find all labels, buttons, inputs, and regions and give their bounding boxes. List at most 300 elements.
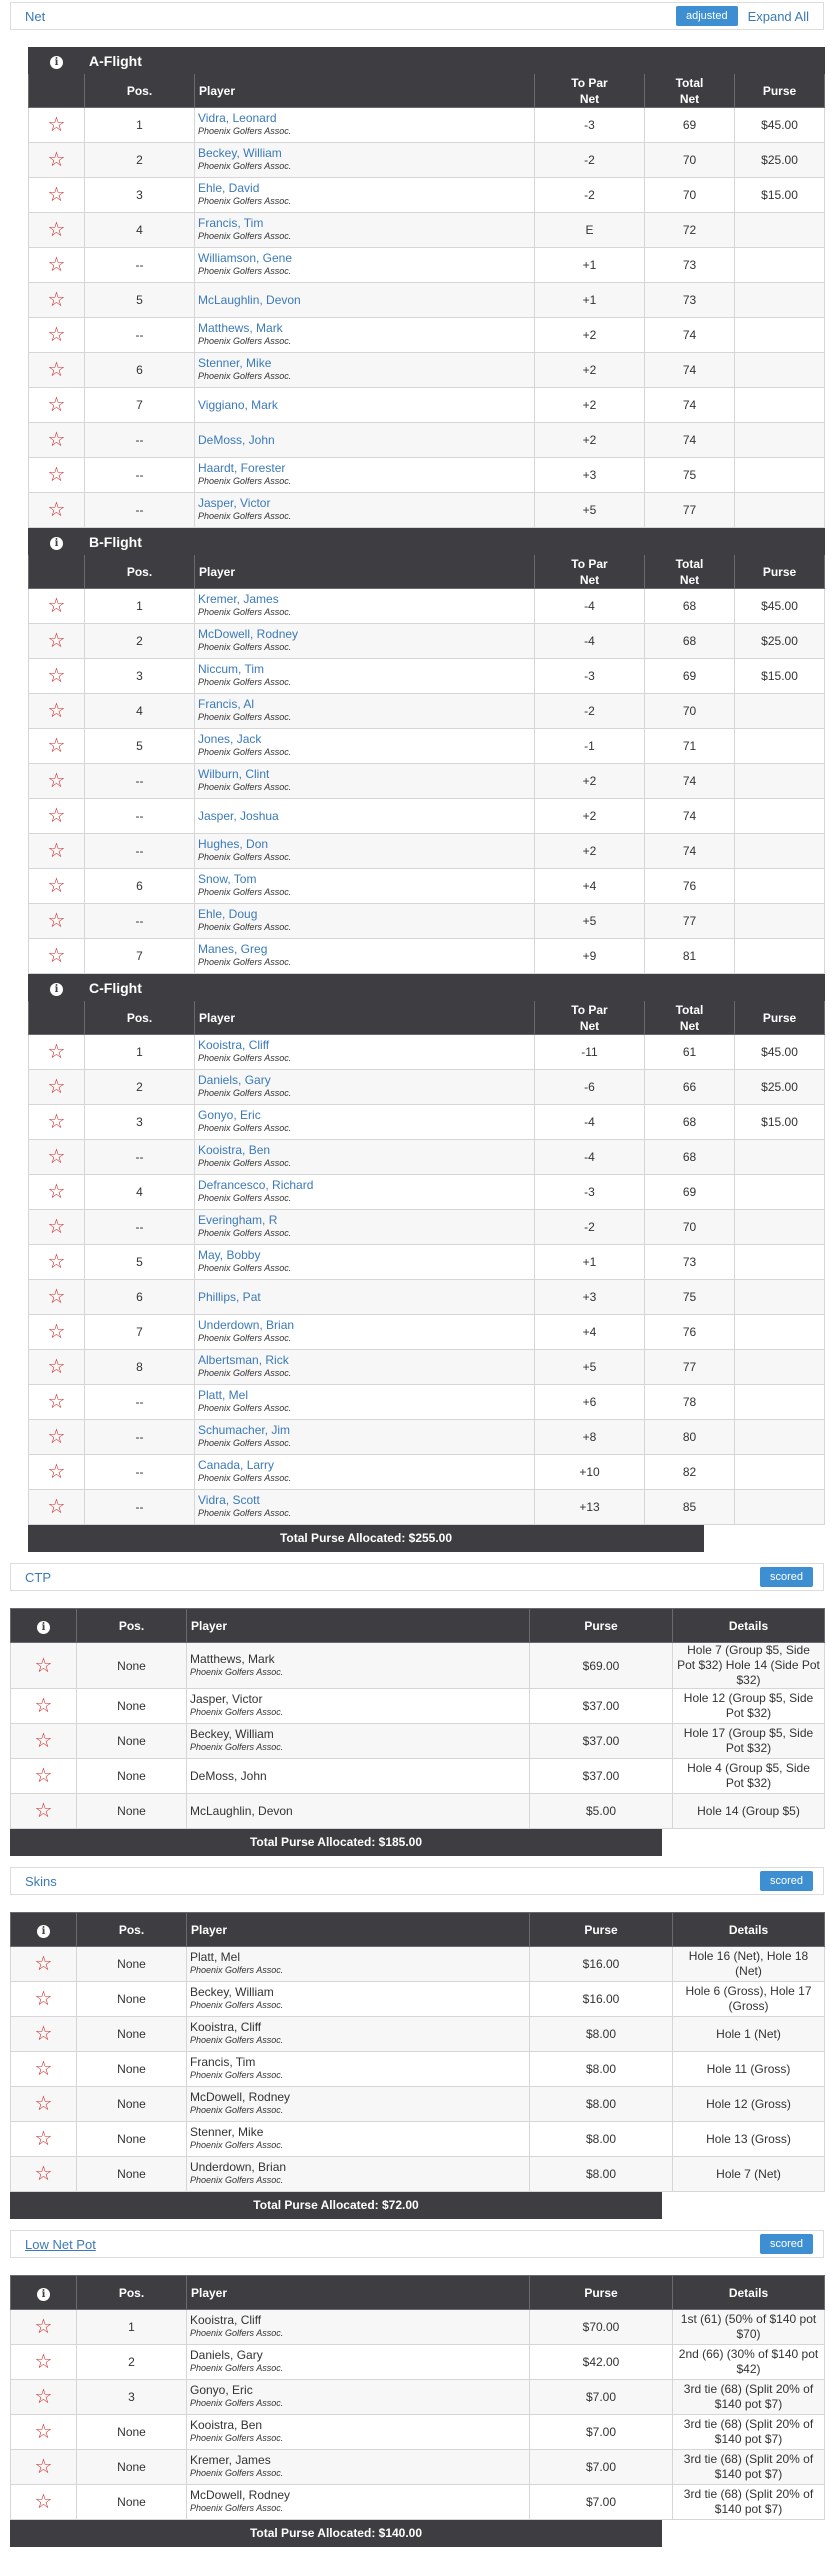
player-cell: [195, 729, 535, 764]
pos-column-header: Pos.: [85, 1001, 195, 1035]
player-name-link[interactable]: Wilburn, Clint: [198, 767, 270, 781]
position-cell: 6: [85, 353, 195, 388]
table-row: [29, 108, 825, 143]
star-outline-icon[interactable]: ☆: [47, 289, 66, 311]
favorite-cell[interactable]: [29, 423, 85, 458]
star-outline-icon[interactable]: ☆: [47, 1076, 66, 1098]
star-outline-icon[interactable]: ☆: [47, 394, 66, 416]
favorite-cell[interactable]: [29, 458, 85, 493]
position-cell: 2: [85, 1070, 195, 1105]
table-row: [11, 1689, 825, 1724]
player-column-header: Player: [195, 74, 535, 108]
total-net-cell: 76: [645, 1315, 735, 1350]
to-par-cell: +13: [535, 1490, 645, 1525]
favorite-cell[interactable]: [11, 2122, 77, 2157]
pos-column-header: Pos.: [85, 74, 195, 108]
to-par-cell: E: [535, 213, 645, 248]
details-cell: Hole 6 (Gross), Hole 17 (Gross): [673, 1982, 825, 2017]
favorite-cell[interactable]: [11, 2450, 77, 2485]
favorite-cell[interactable]: [29, 108, 85, 143]
player-name: Matthews, Mark: [190, 1651, 275, 1666]
favorite-cell[interactable]: [29, 799, 85, 834]
star-outline-icon[interactable]: ☆: [47, 499, 66, 521]
favorite-cell[interactable]: [29, 834, 85, 869]
player-name-link[interactable]: Ehle, David: [198, 181, 260, 195]
favorite-cell[interactable]: [11, 1689, 77, 1724]
player-name-link[interactable]: Francis, Tim: [198, 216, 264, 230]
purse-cell: [735, 904, 825, 939]
player-name-link[interactable]: Kooistra, Cliff: [198, 1038, 270, 1052]
player-cell: [195, 108, 535, 143]
net-section-title[interactable]: Net: [25, 8, 46, 24]
favorite-cell[interactable]: [11, 2157, 77, 2192]
star-outline-icon[interactable]: ☆: [47, 1391, 66, 1413]
table-row: [29, 939, 825, 974]
side-game-bar[interactable]: [10, 1563, 824, 1591]
player-name-link[interactable]: Haardt, Forester: [198, 461, 286, 475]
details-column-header: Details: [673, 2276, 825, 2310]
table-row: [29, 248, 825, 283]
player-cell: [195, 423, 535, 458]
favorite-cell[interactable]: [29, 353, 85, 388]
favorite-cell[interactable]: [11, 2380, 77, 2415]
star-outline-icon[interactable]: ☆: [47, 910, 66, 932]
player-name-link[interactable]: Snow, Tom: [198, 872, 257, 886]
star-outline-icon[interactable]: ☆: [34, 2491, 53, 2513]
total-header-line2: Net: [679, 572, 700, 587]
to-par-cell: +3: [535, 1280, 645, 1315]
player-association: Phoenix Golfers Assoc.: [198, 1088, 292, 1098]
player-name-link[interactable]: Jones, Jack: [198, 732, 262, 746]
position-cell: None: [77, 2087, 187, 2122]
player-association: Phoenix Golfers Assoc.: [190, 1707, 284, 1717]
star-outline-icon[interactable]: ☆: [34, 1988, 53, 2010]
table-row: [29, 1350, 825, 1385]
info-header-cell[interactable]: [11, 1609, 77, 1643]
favorite-cell[interactable]: [29, 248, 85, 283]
star-outline-icon[interactable]: ☆: [34, 2163, 53, 2185]
player-cell: [187, 2087, 530, 2122]
net-section-bar[interactable]: [10, 2, 824, 30]
star-outline-icon[interactable]: ☆: [47, 359, 66, 381]
star-outline-icon[interactable]: ☆: [47, 324, 66, 346]
player-name-link[interactable]: DeMoss, John: [198, 432, 275, 447]
player-cell: [195, 764, 535, 799]
purse-cell: $37.00: [530, 1689, 673, 1724]
player-name-link[interactable]: Defrancesco, Richard: [198, 1178, 314, 1192]
star-outline-icon[interactable]: ☆: [47, 149, 66, 171]
total-net-cell: 73: [645, 283, 735, 318]
player-cell: [195, 1455, 535, 1490]
favorite-cell[interactable]: [29, 1175, 85, 1210]
player-name-link[interactable]: Manes, Greg: [198, 942, 268, 956]
favorite-cell[interactable]: [11, 2485, 77, 2520]
table-row: [29, 1175, 825, 1210]
player-column-header: Player: [187, 1609, 530, 1643]
player-association: Phoenix Golfers Assoc.: [198, 1438, 292, 1448]
table-row: [29, 1420, 825, 1455]
player-cell: [195, 659, 535, 694]
position-cell: 2: [77, 2345, 187, 2380]
star-outline-icon[interactable]: ☆: [34, 2128, 53, 2150]
star-outline-icon[interactable]: ☆: [47, 429, 66, 451]
info-header-cell[interactable]: [11, 1913, 77, 1947]
player-column-header: Player: [187, 2276, 530, 2310]
player-association: Phoenix Golfers Assoc.: [198, 712, 292, 722]
favorite-cell[interactable]: [11, 2087, 77, 2122]
purse-cell: $25.00: [735, 624, 825, 659]
table-row: [29, 659, 825, 694]
star-outline-icon[interactable]: ☆: [47, 254, 66, 276]
table-row: [29, 869, 825, 904]
favorite-cell[interactable]: [29, 904, 85, 939]
details-cell: Hole 1 (Net): [673, 2017, 825, 2052]
purse-cell: [735, 388, 825, 423]
star-outline-icon[interactable]: ☆: [47, 1461, 66, 1483]
player-name-link[interactable]: Gonyo, Eric: [198, 1108, 261, 1122]
player-name: Underdown, Brian: [190, 2160, 287, 2174]
info-icon[interactable]: i: [37, 1621, 50, 1634]
player-name-link[interactable]: Daniels, Gary: [198, 1073, 271, 1087]
total-net-cell: 69: [645, 659, 735, 694]
purse-cell: [735, 353, 825, 388]
favorite-cell[interactable]: [29, 624, 85, 659]
favorite-cell[interactable]: [29, 1140, 85, 1175]
info-icon[interactable]: i: [50, 537, 63, 550]
favorite-cell[interactable]: [29, 283, 85, 318]
table-row: [29, 1245, 825, 1280]
player-cell: [195, 1490, 535, 1525]
to-par-column-header: [535, 555, 645, 589]
favorite-cell[interactable]: [29, 493, 85, 528]
player-name-link[interactable]: Kooistra, Ben: [198, 1143, 271, 1157]
player-name-link[interactable]: Ehle, Doug: [198, 907, 258, 921]
player-name-link[interactable]: Niccum, Tim: [198, 662, 264, 676]
favorite-cell[interactable]: [29, 764, 85, 799]
position-cell: 7: [85, 388, 195, 423]
favorite-cell[interactable]: [29, 694, 85, 729]
details-cell: 3rd tie (68) (Split 20% of $140 pot $7): [673, 2415, 825, 2450]
star-outline-icon[interactable]: ☆: [34, 2093, 53, 2115]
purse-cell: [735, 729, 825, 764]
star-outline-icon[interactable]: ☆: [47, 840, 66, 862]
info-header-cell[interactable]: [11, 2276, 77, 2310]
position-cell: 1: [85, 1035, 195, 1070]
position-cell: 5: [85, 1245, 195, 1280]
purse-cell: [735, 423, 825, 458]
total-net-cell: 70: [645, 178, 735, 213]
player-name-link[interactable]: Schumacher, Jim: [198, 1423, 291, 1437]
player-name-link[interactable]: McDowell, Rodney: [198, 627, 299, 641]
star-outline-icon[interactable]: ☆: [34, 2058, 53, 2080]
purse-column-header: Purse: [530, 1609, 673, 1643]
favorite-cell[interactable]: [11, 1724, 77, 1759]
total-header-line2: Net: [679, 91, 700, 106]
flight-table: [28, 974, 825, 1525]
position-cell: 1: [85, 108, 195, 143]
total-net-cell: 66: [645, 1070, 735, 1105]
total-net-cell: 68: [645, 1140, 735, 1175]
info-icon[interactable]: i: [37, 1925, 50, 1938]
position-cell: 6: [85, 869, 195, 904]
favorite-cell[interactable]: [11, 2415, 77, 2450]
player-cell: [195, 834, 535, 869]
star-outline-icon[interactable]: ☆: [34, 2351, 53, 2373]
star-outline-icon[interactable]: ☆: [47, 805, 66, 827]
details-cell: Hole 16 (Net), Hole 18 (Net): [673, 1947, 825, 1982]
star-outline-icon[interactable]: ☆: [34, 1654, 53, 1677]
favorite-cell[interactable]: [29, 143, 85, 178]
side-game-bar[interactable]: [10, 2230, 824, 2258]
player-name-link[interactable]: Vidra, Scott: [198, 1493, 260, 1507]
scored-badge: scored: [760, 1871, 813, 1891]
table-row: [11, 2157, 825, 2192]
favorite-cell[interactable]: [29, 1210, 85, 1245]
star-outline-icon[interactable]: ☆: [47, 184, 66, 206]
player-cell: [187, 1759, 530, 1794]
player-name-link[interactable]: Jasper, Victor: [198, 496, 271, 510]
star-outline-icon[interactable]: ☆: [47, 464, 66, 486]
position-cell: --: [85, 318, 195, 353]
info-icon[interactable]: i: [37, 2288, 50, 2301]
player-name-link[interactable]: Canada, Larry: [198, 1458, 275, 1472]
table-row: [11, 2345, 825, 2380]
player-name-link[interactable]: McLaughlin, Devon: [198, 292, 301, 307]
player-name-link[interactable]: Phillips, Pat: [198, 1289, 261, 1304]
favorite-cell[interactable]: [29, 939, 85, 974]
player-cell: [195, 143, 535, 178]
favorite-cell[interactable]: [11, 2345, 77, 2380]
star-outline-icon[interactable]: ☆: [47, 1146, 66, 1168]
player-cell: [195, 318, 535, 353]
table-row: [29, 624, 825, 659]
star-outline-icon[interactable]: ☆: [47, 630, 66, 652]
position-cell: --: [85, 248, 195, 283]
favorite-cell[interactable]: [11, 2310, 77, 2345]
star-outline-icon[interactable]: ☆: [47, 665, 66, 687]
favorite-cell[interactable]: [29, 388, 85, 423]
player-column-header: Player: [195, 1001, 535, 1035]
star-outline-icon[interactable]: ☆: [47, 1321, 66, 1343]
star-outline-icon[interactable]: ☆: [47, 1181, 66, 1203]
player-name: DeMoss, John: [190, 1768, 267, 1783]
star-outline-icon[interactable]: ☆: [47, 595, 66, 617]
position-cell: None: [77, 2017, 187, 2052]
star-outline-icon[interactable]: ☆: [47, 875, 66, 897]
table-row: [29, 1280, 825, 1315]
to-par-cell: +5: [535, 904, 645, 939]
player-cell: [187, 1982, 530, 2017]
position-cell: --: [85, 458, 195, 493]
star-outline-icon[interactable]: ☆: [47, 114, 66, 136]
star-outline-icon[interactable]: ☆: [47, 700, 66, 722]
star-outline-icon[interactable]: ☆: [47, 735, 66, 757]
expand-all-link[interactable]: Expand All: [747, 8, 809, 24]
player-association: Phoenix Golfers Assoc.: [198, 852, 292, 862]
table-row: [11, 2087, 825, 2122]
flight-info-cell[interactable]: [29, 48, 85, 74]
player-name-link[interactable]: Underdown, Brian: [198, 1318, 295, 1332]
spacer: [0, 1856, 834, 1867]
star-outline-icon[interactable]: ☆: [34, 2023, 53, 2045]
total-net-cell: 74: [645, 388, 735, 423]
to-par-cell: -4: [535, 1105, 645, 1140]
favorite-cell[interactable]: [29, 1035, 85, 1070]
to-par-header-line2: Net: [579, 572, 600, 587]
total-net-cell: 69: [645, 108, 735, 143]
player-association: Phoenix Golfers Assoc.: [198, 231, 292, 241]
to-par-header-line2: Net: [579, 1018, 600, 1033]
position-cell: None: [77, 1759, 187, 1794]
total-net-cell: 68: [645, 624, 735, 659]
favorite-cell[interactable]: [29, 1420, 85, 1455]
purse-cell: [735, 458, 825, 493]
favorite-cell[interactable]: [29, 729, 85, 764]
favorite-cell[interactable]: [29, 659, 85, 694]
star-outline-icon[interactable]: ☆: [34, 2456, 53, 2478]
purse-cell: [735, 213, 825, 248]
star-outline-icon[interactable]: ☆: [47, 1111, 66, 1133]
to-par-cell: +10: [535, 1455, 645, 1490]
to-par-header-line2: Net: [579, 91, 600, 106]
star-outline-icon[interactable]: ☆: [47, 1216, 66, 1238]
star-outline-icon[interactable]: ☆: [47, 1251, 66, 1273]
star-outline-icon[interactable]: ☆: [34, 2386, 53, 2408]
star-outline-icon[interactable]: ☆: [34, 1730, 53, 1752]
player-cell: [195, 799, 535, 834]
position-cell: None: [77, 1794, 187, 1829]
to-par-header-line1: To Par: [571, 556, 608, 571]
player-name-link[interactable]: Everingham, R: [198, 1213, 278, 1227]
star-outline-icon[interactable]: ☆: [34, 1695, 53, 1717]
table-row: [29, 423, 825, 458]
favorite-cell[interactable]: [29, 1105, 85, 1140]
table-row: [11, 2052, 825, 2087]
player-name-link[interactable]: Jasper, Joshua: [198, 808, 279, 823]
column-header-row: [29, 1001, 825, 1035]
star-outline-icon[interactable]: ☆: [34, 1800, 53, 1822]
details-cell: Hole 12 (Group $5, Side Pot $32): [673, 1689, 825, 1724]
star-outline-icon[interactable]: ☆: [47, 770, 66, 792]
star-outline-icon[interactable]: ☆: [47, 1426, 66, 1448]
favorite-cell[interactable]: [11, 1982, 77, 2017]
player-association: Phoenix Golfers Assoc.: [190, 2328, 284, 2338]
flight-info-cell[interactable]: [29, 975, 85, 1001]
purse-cell: $7.00: [530, 2450, 673, 2485]
purse-cell: $8.00: [530, 2122, 673, 2157]
star-outline-icon[interactable]: ☆: [47, 1041, 66, 1063]
position-cell: None: [77, 2450, 187, 2485]
favorite-cell[interactable]: [29, 318, 85, 353]
side-game-title[interactable]: Low Net Pot: [25, 2236, 96, 2252]
player-name-link[interactable]: Matthews, Mark: [198, 321, 283, 335]
star-outline-icon[interactable]: ☆: [47, 1286, 66, 1308]
star-outline-icon[interactable]: ☆: [47, 945, 66, 967]
favorite-cell[interactable]: [29, 1385, 85, 1420]
to-par-cell: +3: [535, 458, 645, 493]
favorite-cell[interactable]: [29, 589, 85, 624]
player-name: Stenner, Mike: [190, 2125, 264, 2139]
to-par-cell: +2: [535, 764, 645, 799]
favorite-cell[interactable]: [29, 1455, 85, 1490]
player-association: Phoenix Golfers Assoc.: [190, 2175, 284, 2185]
favorite-cell[interactable]: [29, 213, 85, 248]
favorite-cell[interactable]: [11, 2017, 77, 2052]
player-name-link[interactable]: Kremer, James: [198, 592, 279, 606]
star-outline-icon[interactable]: ☆: [34, 1765, 53, 1787]
flight-info-cell[interactable]: [29, 529, 85, 555]
favorite-cell[interactable]: [29, 1280, 85, 1315]
details-cell: Hole 7 (Net): [673, 2157, 825, 2192]
star-outline-icon[interactable]: ☆: [34, 2316, 53, 2338]
player-cell: [195, 1140, 535, 1175]
player-cell: [195, 694, 535, 729]
player-name-link[interactable]: Stenner, Mike: [198, 356, 272, 370]
player-cell: [187, 2122, 530, 2157]
favorite-cell[interactable]: [11, 2052, 77, 2087]
player-name-link[interactable]: Francis, Al: [198, 697, 255, 711]
player-association: Phoenix Golfers Assoc.: [190, 2503, 284, 2513]
star-outline-icon[interactable]: ☆: [34, 2421, 53, 2443]
player-association: Phoenix Golfers Assoc.: [190, 1742, 284, 1752]
player-name-link[interactable]: Vidra, Leonard: [198, 111, 277, 125]
side-game-bar[interactable]: [10, 1867, 824, 1895]
table-row: [11, 2380, 825, 2415]
info-icon[interactable]: i: [50, 983, 63, 996]
favorite-cell[interactable]: [29, 1350, 85, 1385]
player-name-link[interactable]: Hughes, Don: [198, 837, 269, 851]
side-game-title[interactable]: CTP: [25, 1569, 51, 1585]
favorite-cell[interactable]: [29, 1245, 85, 1280]
player-name-link[interactable]: Williamson, Gene: [198, 251, 293, 265]
player-association: Phoenix Golfers Assoc.: [190, 2105, 284, 2115]
favorite-cell[interactable]: [29, 1070, 85, 1105]
table-row: [11, 2450, 825, 2485]
to-par-cell: +2: [535, 834, 645, 869]
favorite-cell[interactable]: [29, 1490, 85, 1525]
spacer: [0, 1895, 834, 1912]
player-name-link[interactable]: May, Bobby: [198, 1248, 261, 1262]
star-outline-icon[interactable]: ☆: [47, 1356, 66, 1378]
star-outline-icon[interactable]: ☆: [47, 219, 66, 241]
player-association: Phoenix Golfers Assoc.: [198, 1403, 292, 1413]
to-par-cell: +2: [535, 388, 645, 423]
player-cell: [195, 869, 535, 904]
details-column-header: Details: [673, 1913, 825, 1947]
side-game-title[interactable]: Skins: [25, 1873, 57, 1889]
player-name-link[interactable]: Platt, Mel: [198, 1388, 249, 1402]
purse-cell: [735, 1490, 825, 1525]
favorite-cell[interactable]: [29, 1315, 85, 1350]
column-header-row: [29, 555, 825, 589]
purse-cell: [735, 1210, 825, 1245]
player-name-link[interactable]: Viggiano, Mark: [198, 397, 278, 412]
favorite-cell[interactable]: [11, 1759, 77, 1794]
purse-cell: $45.00: [735, 589, 825, 624]
favorite-cell[interactable]: [29, 869, 85, 904]
info-icon[interactable]: i: [50, 56, 63, 69]
star-outline-icon[interactable]: ☆: [34, 1953, 53, 1975]
favorite-cell[interactable]: [11, 1643, 77, 1689]
favorite-cell[interactable]: [29, 178, 85, 213]
player-name-link[interactable]: Albertsman, Rick: [198, 1353, 289, 1367]
player-name-link[interactable]: Beckey, William: [198, 146, 282, 160]
favorite-cell[interactable]: [11, 1947, 77, 1982]
flight-title: B-Flight: [85, 529, 825, 555]
favorite-cell[interactable]: [11, 1794, 77, 1829]
star-outline-icon[interactable]: ☆: [47, 1496, 66, 1518]
total-net-cell: 73: [645, 248, 735, 283]
